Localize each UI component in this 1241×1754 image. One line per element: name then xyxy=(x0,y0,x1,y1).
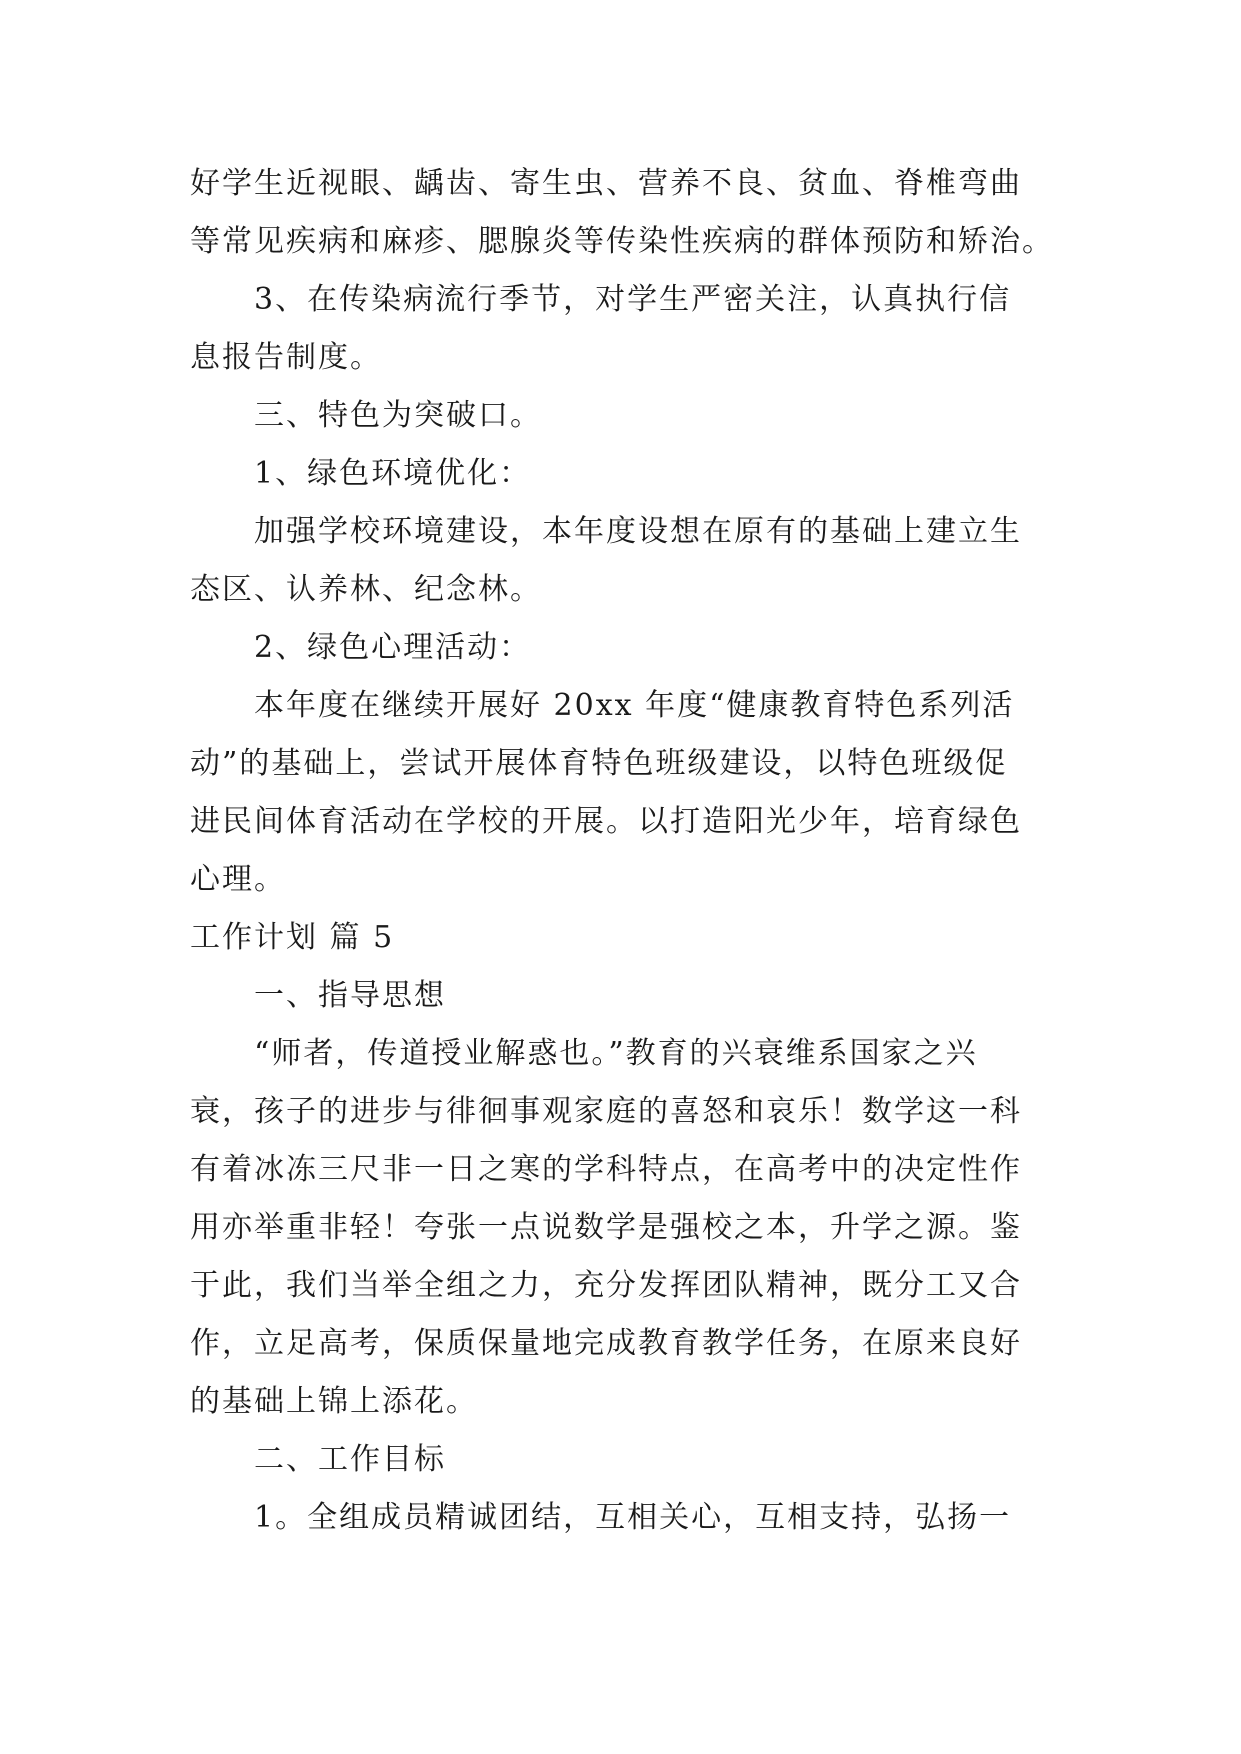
body-text-line: 等常见疾病和麻疹、腮腺炎等传染性疾病的群体预防和矫治。 xyxy=(190,224,1054,259)
body-text-line: 本年度在继续开展好 20xx 年度“健康教育特色系列活 xyxy=(254,688,1015,723)
body-text-line: 衰，孩子的进步与徘徊事观家庭的喜怒和哀乐！数学这一科 xyxy=(190,1094,1022,1129)
body-text-line: 心理。 xyxy=(190,862,286,897)
body-text-line: 于此，我们当举全组之力，充分发挥团队精神，既分工又合 xyxy=(190,1268,1022,1303)
body-text-line: 用亦举重非轻！夸张一点说数学是强校之本，升学之源。鉴 xyxy=(190,1210,1022,1245)
body-text-line: “师者，传道授业解惑也。”教育的兴衰维系国家之兴 xyxy=(254,1036,978,1071)
body-text-line: 进民间体育活动在学校的开展。以打造阳光少年，培育绿色 xyxy=(190,804,1022,839)
section-heading: 二、工作目标 xyxy=(254,1442,446,1477)
body-text-line: 的基础上锦上添花。 xyxy=(190,1384,478,1419)
body-text-line: 加强学校环境建设，本年度设想在原有的基础上建立生 xyxy=(254,514,1022,549)
body-text-line: 作，立足高考，保质保量地完成教育教学任务，在原来良好 xyxy=(190,1326,1022,1361)
section-heading: 三、特色为突破口。 xyxy=(254,398,542,433)
body-text-line: 态区、认养林、纪念林。 xyxy=(190,572,542,607)
chapter-title: 工作计划 篇 5 xyxy=(190,920,395,955)
subsection-heading: 1、绿色环境优化： xyxy=(254,456,532,491)
list-item-3: 3、在传染病流行季节，对学生严密关注，认真执行信 xyxy=(254,282,1012,317)
body-text-line: 有着冰冻三尺非一日之寒的学科特点，在高考中的决定性作 xyxy=(190,1152,1022,1187)
body-text-line: 息报告制度。 xyxy=(190,340,382,375)
list-item-1: 1。全组成员精诚团结，互相关心，互相支持，弘扬一 xyxy=(254,1500,1012,1535)
body-text-line: 好学生近视眼、龋齿、寄生虫、营养不良、贫血、脊椎弯曲 xyxy=(190,166,1022,201)
section-heading: 一、指导思想 xyxy=(254,978,446,1013)
body-text-line: 动”的基础上，尝试开展体育特色班级建设，以特色班级促 xyxy=(190,746,1008,781)
subsection-heading: 2、绿色心理活动： xyxy=(254,630,532,665)
